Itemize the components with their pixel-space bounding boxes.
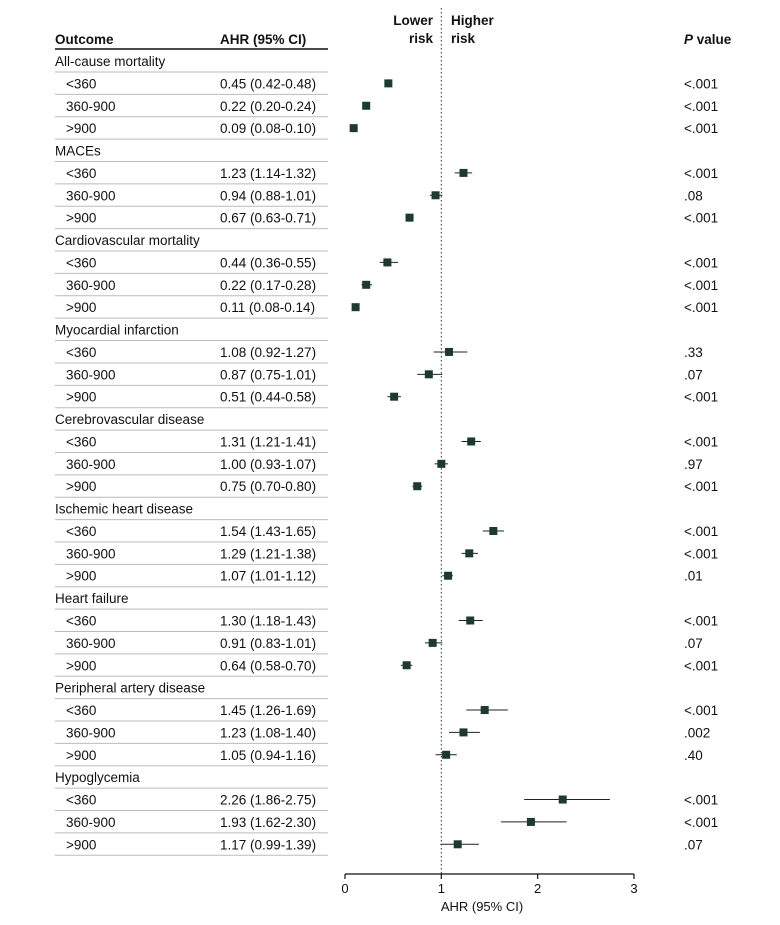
row-label: <360 [66, 703, 97, 719]
row-ahr-ci: 1.45 (1.26-1.69) [220, 703, 317, 719]
row-label: <360 [66, 792, 97, 808]
group-label: MACEs [55, 143, 101, 159]
row-p-value: <.001 [684, 613, 719, 629]
row-ahr-ci: 1.08 (0.92-1.27) [220, 344, 317, 360]
row-label: 360-900 [66, 188, 116, 204]
row-p-value: <.001 [684, 98, 719, 114]
row-label: >900 [66, 658, 97, 674]
ahr-marker [489, 527, 497, 535]
ahr-marker [429, 639, 437, 647]
header-outcome: Outcome [55, 32, 114, 47]
group-label: All-cause mortality [55, 54, 166, 69]
row-label: >900 [66, 747, 97, 763]
row-ahr-ci: 1.23 (1.08-1.40) [220, 725, 317, 741]
row-ahr-ci: 0.91 (0.83-1.01) [220, 635, 317, 651]
group-label: Heart failure [55, 591, 129, 607]
higher-risk-label-2: risk [451, 31, 476, 46]
ahr-marker [350, 124, 358, 132]
row-ahr-ci: 1.54 (1.43-1.65) [220, 523, 317, 539]
row-label: >900 [66, 210, 97, 226]
header-p-italic: P [684, 32, 694, 47]
row-p-value: <.001 [684, 479, 719, 495]
row-p-value: <.001 [684, 792, 719, 808]
ahr-marker [444, 572, 452, 580]
row-label: 360-900 [66, 456, 116, 472]
row-ahr-ci: 1.29 (1.21-1.38) [220, 546, 317, 562]
row-ahr-ci: 1.00 (0.93-1.07) [220, 456, 317, 472]
header-ahr: AHR (95% CI) [220, 32, 307, 47]
row-label: <360 [66, 523, 97, 539]
group-label: Cardiovascular mortality [55, 233, 200, 249]
plot-marks [350, 8, 610, 874]
row-ahr-ci: 1.05 (0.94-1.16) [220, 747, 317, 763]
row-label: 360-900 [66, 814, 116, 830]
group-label: Peripheral artery disease [55, 680, 206, 696]
lower-risk-label-2: risk [408, 31, 433, 46]
row-p-value: .07 [684, 635, 703, 651]
row-label: >900 [66, 479, 97, 495]
ahr-marker [406, 214, 414, 222]
ahr-marker [481, 706, 489, 714]
x-tick-label: 0 [341, 881, 349, 896]
row-label: <360 [66, 344, 97, 360]
x-tick-label: 3 [630, 881, 638, 896]
ahr-marker [466, 617, 474, 625]
row-ahr-ci: 0.44 (0.36-0.55) [220, 255, 317, 271]
row-p-value: .07 [684, 837, 703, 853]
row-label: 360-900 [66, 635, 116, 651]
row-p-value: <.001 [684, 703, 719, 719]
ahr-marker [527, 818, 535, 826]
ahr-marker [403, 661, 411, 669]
ahr-marker [454, 840, 462, 848]
row-p-value: .01 [684, 568, 703, 584]
row-ahr-ci: 0.09 (0.08-0.10) [220, 121, 317, 137]
row-p-value: <.001 [684, 76, 719, 92]
row-p-value: .97 [684, 456, 703, 472]
row-label: 360-900 [66, 367, 116, 383]
row-p-value: .002 [684, 725, 711, 741]
row-p-value: <.001 [684, 546, 719, 562]
group-label: Ischemic heart disease [55, 501, 194, 517]
row-ahr-ci: 0.67 (0.63-0.71) [220, 210, 317, 226]
table-rows [55, 54, 718, 855]
ahr-marker [559, 796, 567, 804]
row-label: 360-900 [66, 546, 116, 562]
ahr-marker [467, 437, 475, 445]
row-p-value: <.001 [684, 277, 719, 293]
row-ahr-ci: 0.51 (0.44-0.58) [220, 389, 317, 405]
row-ahr-ci: 1.07 (1.01-1.12) [220, 568, 317, 584]
lower-risk-label-1: Lower [393, 13, 433, 28]
group-label: Cerebrovascular disease [55, 412, 205, 428]
row-p-value: <.001 [684, 255, 719, 271]
row-p-value: <.001 [684, 210, 719, 226]
row-ahr-ci: 2.26 (1.86-2.75) [220, 792, 317, 808]
ahr-marker [383, 258, 391, 266]
row-p-value: .07 [684, 367, 703, 383]
row-ahr-ci: 1.30 (1.18-1.43) [220, 613, 317, 629]
row-ahr-ci: 1.31 (1.21-1.41) [220, 434, 317, 450]
ahr-marker [362, 281, 370, 289]
row-p-value: .40 [684, 747, 703, 763]
row-p-value: <.001 [684, 121, 719, 137]
row-label: 360-900 [66, 98, 116, 114]
row-ahr-ci: 0.75 (0.70-0.80) [220, 479, 317, 495]
row-ahr-ci: 1.23 (1.14-1.32) [220, 165, 317, 181]
ahr-marker [425, 370, 433, 378]
row-ahr-ci: 0.22 (0.17-0.28) [220, 277, 317, 293]
ahr-marker [362, 102, 370, 110]
row-ahr-ci: 1.93 (1.62-2.30) [220, 814, 317, 830]
row-label: <360 [66, 434, 97, 450]
row-ahr-ci: 0.94 (0.88-1.01) [220, 188, 317, 204]
x-axis [341, 874, 637, 896]
row-ahr-ci: 0.64 (0.58-0.70) [220, 658, 317, 674]
row-label: 360-900 [66, 725, 116, 741]
row-label: <360 [66, 165, 97, 181]
row-ahr-ci: 1.17 (0.99-1.39) [220, 837, 317, 853]
row-p-value: .33 [684, 344, 703, 360]
row-p-value: <.001 [684, 389, 719, 405]
ahr-marker [459, 169, 467, 177]
row-label: >900 [66, 389, 97, 405]
row-label: >900 [66, 300, 97, 316]
row-label: 360-900 [66, 277, 116, 293]
ahr-marker [390, 393, 398, 401]
x-tick-label: 2 [534, 881, 542, 896]
x-axis-title: AHR (95% CI) [440, 899, 524, 914]
row-label: <360 [66, 76, 97, 92]
row-ahr-ci: 0.45 (0.42-0.48) [220, 76, 317, 92]
row-ahr-ci: 0.11 (0.08-0.14) [220, 300, 316, 316]
ahr-marker [432, 191, 440, 199]
ahr-marker [413, 482, 421, 490]
ahr-marker [459, 728, 467, 736]
row-label: <360 [66, 255, 97, 271]
row-ahr-ci: 0.87 (0.75-1.01) [220, 367, 317, 383]
row-label: <360 [66, 613, 97, 629]
ahr-marker [384, 79, 392, 87]
x-tick-label: 1 [437, 881, 445, 896]
row-label: >900 [66, 568, 97, 584]
row-label: >900 [66, 121, 97, 137]
row-p-value: <.001 [684, 814, 719, 830]
row-p-value: <.001 [684, 523, 719, 539]
higher-risk-label-1: Higher [451, 13, 494, 28]
group-label: Myocardial infarction [55, 322, 179, 338]
row-p-value: <.001 [684, 165, 719, 181]
ahr-marker [437, 460, 445, 468]
ahr-marker [465, 549, 473, 557]
ahr-marker [352, 303, 360, 311]
row-label: >900 [66, 837, 97, 853]
row-p-value: <.001 [684, 300, 719, 316]
ahr-marker [442, 751, 450, 759]
row-ahr-ci: 0.22 (0.20-0.24) [220, 98, 317, 114]
row-p-value: <.001 [684, 434, 719, 450]
group-label: Hypoglycemia [55, 770, 140, 786]
header-p-value [684, 32, 732, 47]
row-p-value: <.001 [684, 658, 719, 674]
ahr-marker [445, 348, 453, 356]
row-p-value: .08 [684, 188, 703, 204]
header-p-suffix: value [693, 32, 732, 47]
